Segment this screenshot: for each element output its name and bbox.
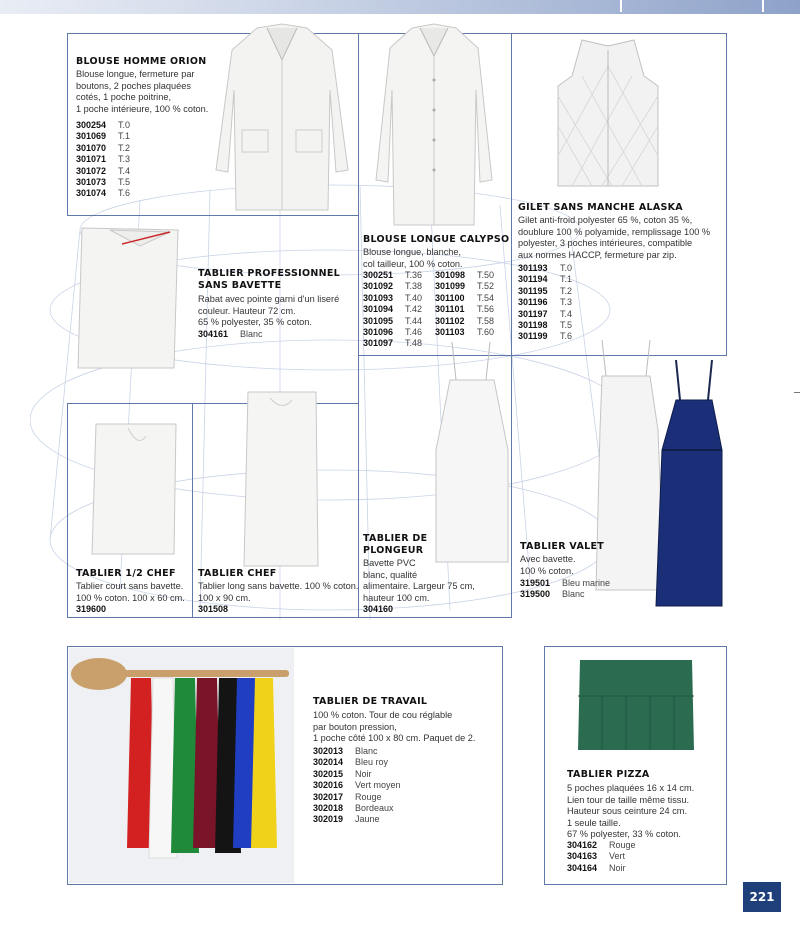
ref-code: 301194: [518, 274, 548, 285]
ref-size: T.54: [477, 292, 495, 303]
ref-code: 301195: [518, 285, 548, 296]
ref-size: T.46: [405, 327, 423, 338]
desc-line: Avec bavette.: [520, 554, 576, 564]
ref-size: T.0: [560, 263, 573, 273]
ref-code: 301074: [76, 188, 107, 199]
gilet-alaska-desc: [518, 215, 710, 261]
ref-color: Noir: [355, 768, 372, 779]
ref-code: 302017: [313, 791, 344, 802]
ref-code: 301069: [76, 131, 107, 142]
ref-code: 302014: [313, 757, 344, 768]
ref-code: 301099: [435, 281, 466, 292]
ref-code: 302013: [313, 746, 344, 756]
ref-color: Noir: [609, 862, 626, 873]
tablier-professionnel-refs: [198, 329, 263, 340]
tablier-professionnel-title: TABLIER PROFESSIONNEL: [198, 268, 340, 279]
tablier-pizza-title: TABLIER PIZZA: [567, 769, 650, 780]
ref-row: [313, 769, 401, 780]
ref-row: [567, 851, 636, 862]
ref-code: 301199: [518, 331, 548, 342]
tablier-demi-chef-title: TABLIER 1/2 CHEF: [76, 568, 176, 579]
ref-color: Vert moyen: [355, 780, 401, 791]
desc-line: Blouse longue, blanche,: [363, 247, 462, 257]
desc-line: blanc, qualité: [363, 569, 418, 580]
ref-code: 302015: [313, 768, 344, 779]
tablier-valet-title: TABLIER VALET: [520, 541, 605, 552]
ref-code: 301102: [435, 315, 465, 326]
ref-row: [313, 803, 401, 814]
ref-code: 319500: [520, 589, 551, 600]
desc-line: polyester, 3 poches intérieures, compatible: [518, 238, 693, 248]
tablier-chef-photo: [240, 388, 322, 570]
ref-size: T.42: [405, 304, 423, 315]
desc-line: Gilet anti-froid polyester 65 %, coton 35 %,: [518, 215, 693, 225]
ref-code: 301097: [363, 338, 394, 349]
blouse-orion-desc: [76, 69, 208, 115]
blouse-calypso-refs: [363, 270, 494, 350]
ref-row: [518, 286, 572, 297]
ref-row: [518, 309, 572, 320]
blouse-orion-title: BLOUSE HOMME ORION: [76, 56, 207, 67]
ref-code: 301094: [363, 304, 394, 315]
ref-size: T.5: [118, 177, 131, 188]
tablier-plongeur-desc: [363, 558, 475, 604]
desc-line: couleur. Hauteur 72 cm.: [198, 305, 296, 316]
ref-color: Bordeaux: [355, 803, 394, 814]
ref-size: T.1: [118, 131, 131, 142]
desc-line: Tablier court sans bavette.: [76, 581, 184, 591]
ref-code: 301095: [363, 315, 394, 326]
tablier-plongeur-refs: [363, 604, 405, 615]
tablier-valet-desc: [520, 554, 576, 577]
ref-row: [518, 263, 572, 274]
ref-code: 301196: [518, 297, 548, 308]
ref-row: [520, 589, 610, 600]
desc-line: 65 % polyester, 35 % coton.: [198, 317, 312, 327]
tablier-travail-desc: [313, 710, 475, 745]
ref-row: [76, 177, 130, 188]
desc-line: 100 x 90 cm.: [198, 592, 251, 603]
ref-row: [567, 863, 636, 874]
blouse-calypso-desc: [363, 247, 463, 270]
desc-line: aux normes HACCP, fermeture par zip.: [518, 249, 677, 260]
tablier-plongeur-photo: [432, 340, 512, 565]
ref-size: T.6: [118, 188, 131, 199]
ref-size: T.4: [560, 308, 573, 319]
tablier-demi-chef-refs: [76, 604, 118, 615]
desc-line: boutons, 2 poches plaquées: [76, 80, 191, 91]
gilet-alaska-title: GILET SANS MANCHE ALASKA: [518, 202, 683, 213]
ref-size: T.2: [118, 142, 131, 153]
ref-row: [313, 792, 401, 803]
ref-code: 301193: [518, 263, 548, 273]
ref-row: [520, 578, 610, 589]
tablier-valet-photo: [594, 340, 724, 610]
blouse-calypso-title: BLOUSE LONGUE CALYPSO: [363, 234, 510, 245]
ref-size: T.38: [405, 281, 423, 292]
ref-code: 301092: [363, 281, 394, 292]
ref-row: [313, 814, 401, 825]
desc-line: cotés, 1 poche poitrine,: [76, 92, 171, 102]
ref-code: 319600: [76, 604, 107, 614]
page-number: 221: [743, 882, 781, 912]
desc-line: 100 % coton.: [520, 565, 574, 576]
tablier-travail-refs: [313, 746, 401, 826]
tablier-chef-refs: [198, 604, 240, 615]
ref-color: Bleu roy: [355, 757, 389, 768]
ref-code: 301197: [518, 308, 548, 319]
ref-color: Vert: [609, 851, 626, 862]
ref-code: 301098: [435, 270, 466, 280]
ref-code: 304163: [567, 851, 598, 862]
desc-line: alimentaire. Largeur 75 cm,: [363, 581, 475, 591]
ref-color: Jaune: [355, 814, 380, 825]
ref-code: 301101: [435, 304, 465, 315]
ref-row: [363, 270, 494, 281]
desc-line: col tailleur, 100 % coton.: [363, 258, 463, 269]
ref-color: Bleu marine: [562, 578, 611, 588]
ref-row: [313, 780, 401, 791]
edge-mark: [794, 392, 800, 393]
ref-size: T.6: [560, 331, 573, 342]
desc-line: 100 % coton. 100 x 60 cm.: [76, 592, 185, 603]
tablier-professionnel-desc: [198, 294, 339, 329]
ref-row: [518, 320, 572, 331]
ref-code: 300254: [76, 120, 107, 130]
gilet-alaska-refs: [518, 263, 572, 343]
ref-row: [76, 166, 130, 177]
blouse-calypso-photo: [374, 20, 494, 230]
ref-size: T.1: [560, 274, 573, 285]
ref-row: [76, 131, 130, 142]
desc-line: hauteur 100 cm.: [363, 592, 430, 603]
ref-color: Blanc: [355, 746, 378, 756]
tablier-pizza-photo: [576, 656, 696, 756]
ref-row: [313, 746, 401, 757]
ref-row: [363, 604, 405, 615]
tablier-plongeur-title: TABLIER DE: [363, 533, 428, 544]
ref-code: 301508: [198, 604, 229, 614]
ref-size: T.44: [405, 315, 423, 326]
desc-line: Blouse longue, fermeture par: [76, 69, 195, 79]
header-tick: [762, 0, 764, 12]
ref-color: Rouge: [355, 791, 382, 802]
desc-line: 100 % coton. Tour de cou réglable: [313, 710, 453, 720]
desc-line: Lien tour de taille même tissu.: [567, 794, 690, 805]
header-tick: [620, 0, 622, 12]
desc-line: Tablier long sans bavette. 100 % coton.: [198, 581, 359, 591]
ref-row: [363, 316, 494, 327]
ref-row: [76, 143, 130, 154]
ref-code: 302019: [313, 814, 344, 825]
tablier-valet-refs: [520, 578, 610, 601]
tablier-demi-chef-photo: [86, 418, 186, 558]
ref-code: 301198: [518, 320, 548, 331]
ref-color: Blanc: [562, 589, 585, 600]
ref-row: [363, 293, 494, 304]
ref-size: T.58: [477, 315, 495, 326]
ref-size: T.50: [477, 270, 495, 280]
ref-code: 301072: [76, 165, 107, 176]
ref-code: 302018: [313, 803, 344, 814]
gilet-alaska-photo: [552, 36, 664, 196]
ref-row: [313, 757, 401, 768]
tablier-professionnel-title-2: SANS BAVETTE: [198, 280, 282, 291]
desc-line: 5 poches plaquées 16 x 14 cm.: [567, 783, 695, 793]
tablier-professionnel-photo: [70, 222, 185, 372]
ref-size: T.52: [477, 281, 495, 292]
ref-row: [567, 840, 636, 851]
ref-size: T.40: [405, 292, 423, 303]
desc-line: 1 poche intérieure, 100 % coton.: [76, 103, 209, 114]
tablier-travail-title: TABLIER DE TRAVAIL: [313, 696, 428, 707]
ref-code: 304162: [567, 840, 598, 850]
ref-color: Blanc: [240, 329, 263, 339]
ref-size: T.5: [560, 320, 573, 331]
ref-size: T.3: [560, 297, 573, 308]
tablier-demi-chef-desc: [76, 581, 185, 604]
ref-row: [76, 604, 118, 615]
ref-size: T.48: [405, 338, 423, 349]
blouse-orion-refs: [76, 120, 130, 200]
ref-row: [363, 338, 494, 349]
ref-row: [76, 154, 130, 165]
ref-code: 302016: [313, 780, 344, 791]
ref-size: T.3: [118, 154, 131, 165]
ref-code: 301070: [76, 142, 107, 153]
ref-code: 304164: [567, 862, 598, 873]
ref-code: 319501: [520, 578, 551, 588]
ref-code: 301096: [363, 327, 394, 338]
ref-code: 301073: [76, 177, 107, 188]
ref-code: 301103: [435, 327, 465, 338]
tablier-plongeur-title-2: PLONGEUR: [363, 545, 424, 556]
tablier-chef-title: TABLIER CHEF: [198, 568, 277, 579]
ref-code: 301071: [76, 154, 107, 165]
ref-code: 301093: [363, 292, 394, 303]
ref-code: 301100: [435, 292, 465, 303]
ref-size: T.56: [477, 304, 495, 315]
ref-row: [198, 604, 240, 615]
ref-row: [363, 327, 494, 338]
desc-line: 1 poche côté 100 x 80 cm. Paquet de 2.: [313, 733, 476, 743]
ref-row: [363, 281, 494, 292]
ref-row: [518, 297, 572, 308]
tablier-chef-desc: [198, 581, 358, 604]
desc-line: Rabat avec pointe garni d'un liseré: [198, 294, 340, 304]
ref-color: Rouge: [609, 840, 636, 850]
ref-row: [518, 331, 572, 342]
desc-line: par bouton pression,: [313, 721, 397, 732]
ref-size: T.60: [477, 327, 495, 338]
tablier-travail-photo: [69, 648, 294, 883]
header-strip: [0, 0, 800, 14]
desc-line: 1 seule taille.: [567, 817, 621, 828]
blouse-orion-photo: [212, 20, 352, 215]
ref-row: [198, 329, 263, 340]
desc-line: Bavette PVC: [363, 558, 416, 568]
ref-row: [76, 120, 130, 131]
ref-code: 304160: [363, 604, 394, 614]
ref-row: [363, 304, 494, 315]
ref-size: T.36: [405, 270, 423, 280]
ref-size: T.2: [560, 285, 573, 296]
ref-code: 300251: [363, 270, 394, 280]
desc-line: doublure 100 % polyamide, remplissage 100 %: [518, 226, 711, 237]
desc-line: 67 % polyester, 33 % coton.: [567, 829, 681, 839]
tablier-pizza-refs: [567, 840, 636, 874]
ref-row: [76, 188, 130, 199]
ref-row: [518, 274, 572, 285]
ref-size: T.0: [118, 120, 131, 130]
tablier-pizza-desc: [567, 783, 694, 841]
ref-size: T.4: [118, 165, 131, 176]
desc-line: Hauteur sous ceinture 24 cm.: [567, 806, 688, 816]
ref-code: 304161: [198, 329, 229, 339]
